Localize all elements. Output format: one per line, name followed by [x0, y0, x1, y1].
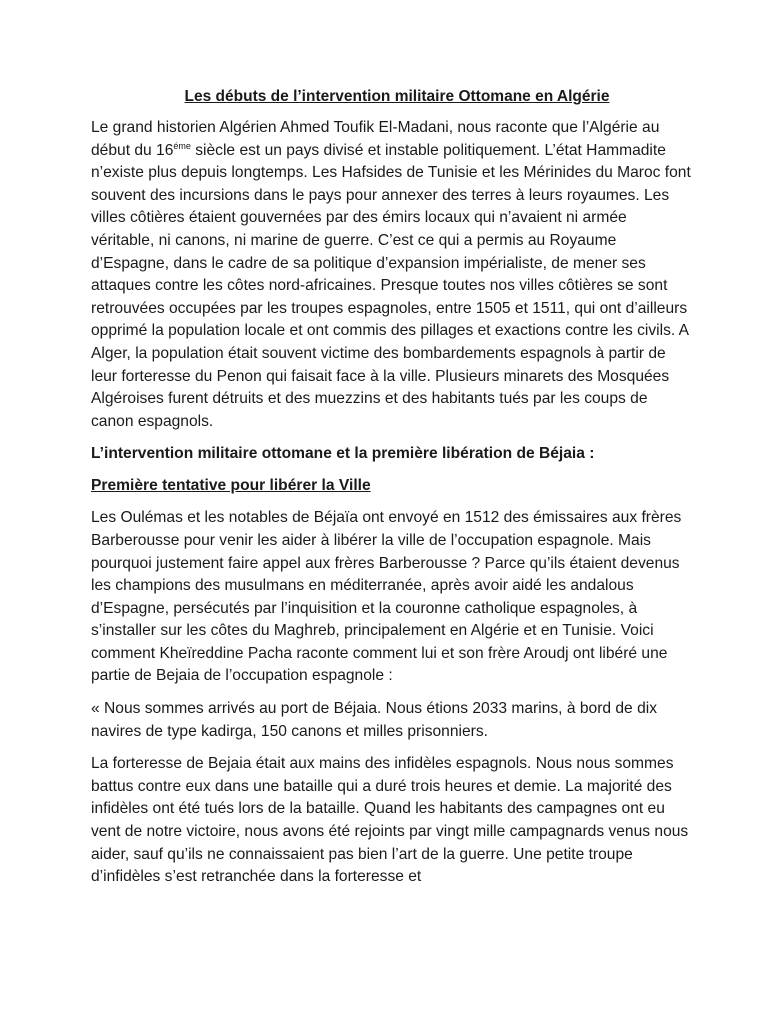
quote-paragraph: « Nous sommes arrivés au port de Béjaia. Nous étions 2033 marins, à bord de dix navires de type kadirga, 150 canons et milles prisonniers. [91, 700, 657, 740]
subsection-heading: Première tentative pour libérer la Ville [91, 477, 371, 495]
body-paragraph-forteresse: La forteresse de Bejaia était aux mains des infidèles espagnols. Nous nous sommes battus contre eux dans une bataille qui a duré trois heures et demie. La majorité des infidèles ont été tués lors de la bataille. Quand les habitants des campagnes ont eu vent de notre victoire, nous avons été rejoints par vingt mille campagnards venus nous aider, sauf qu’ils ne connaissaient pas bien l’art de la guerre. Une petite troupe d’infidèles s’est retranchée dans la forteresse et [91, 755, 689, 886]
intro-text-part2: siècle est un pays divisé et instable politiquement. L’état Hammadite n’existe plus depuis longtemps. Les Hafsides de Tunisie et les Mérinides du Maroc font souvent des incursions dans le pays pour annexer des terres à leurs royaumes. Les villes côtières étaient gouvernées par des émirs locaux qui n’avaient ni armée véritable, ni canons, ni marine de guerre. C’est ce qui a permis au Royaume d’Espagne, dans le cadre de sa politique d’expansion impérialiste, de mener ses attaques contre les côtes nord-africaines. Presque toutes nos villes côtières se sont retrouvées occupées par les troupes espagnoles, entre 1505 et 1511, qui ont d’ailleurs opprimé la population locale et ont commis des pillages et exactions contre les civils. A Alger, la population était souvent victime des bombardements espagnols à partir de leur forteresse du Penon qui faisait face à la ville. Plusieurs minarets des Mosquées Algéroises furent détruits et des muezzins et des habitants tués par les coups de canon espagnols. [91, 141, 691, 430]
section-heading: L’intervention militaire ottomane et la première libération de Béjaia : [91, 445, 595, 463]
body-paragraph-oulemas: Les Oulémas et les notables de Béjaïa ont envoyé en 1512 des émissaires aux frères Barberousse pour venir les aider à libérer la ville de l’occupation espagnole. Mais pourquoi justement faire appel aux frères Barberousse ? Parce qu’ils étaient devenus les champions des musulmans en méditerranée, après avoir aidé les andalous d’Espagne, persécutés par l’inquisition et la couronne catholique espagnoles, à s’installer sur les côtes du Maghreb, principalement en Algérie et en Tunisie. Voici comment Kheïreddine Pacha raconte comment lui et son frère Aroudj ont libéré une partie de Bejaia de l’occupation espagnole : [91, 509, 682, 685]
intro-text-part1: Le grand historien Algérien Ahmed Toufik El-Madani, nous raconte que l’Algérie au début du 16 [91, 119, 660, 159]
document-page [91, 86, 691, 899]
document-title: Les débuts de l’intervention militaire Ottomane en Algérie [184, 88, 610, 105]
intro-paragraph [91, 117, 691, 433]
century-superscript: éme [173, 140, 191, 151]
